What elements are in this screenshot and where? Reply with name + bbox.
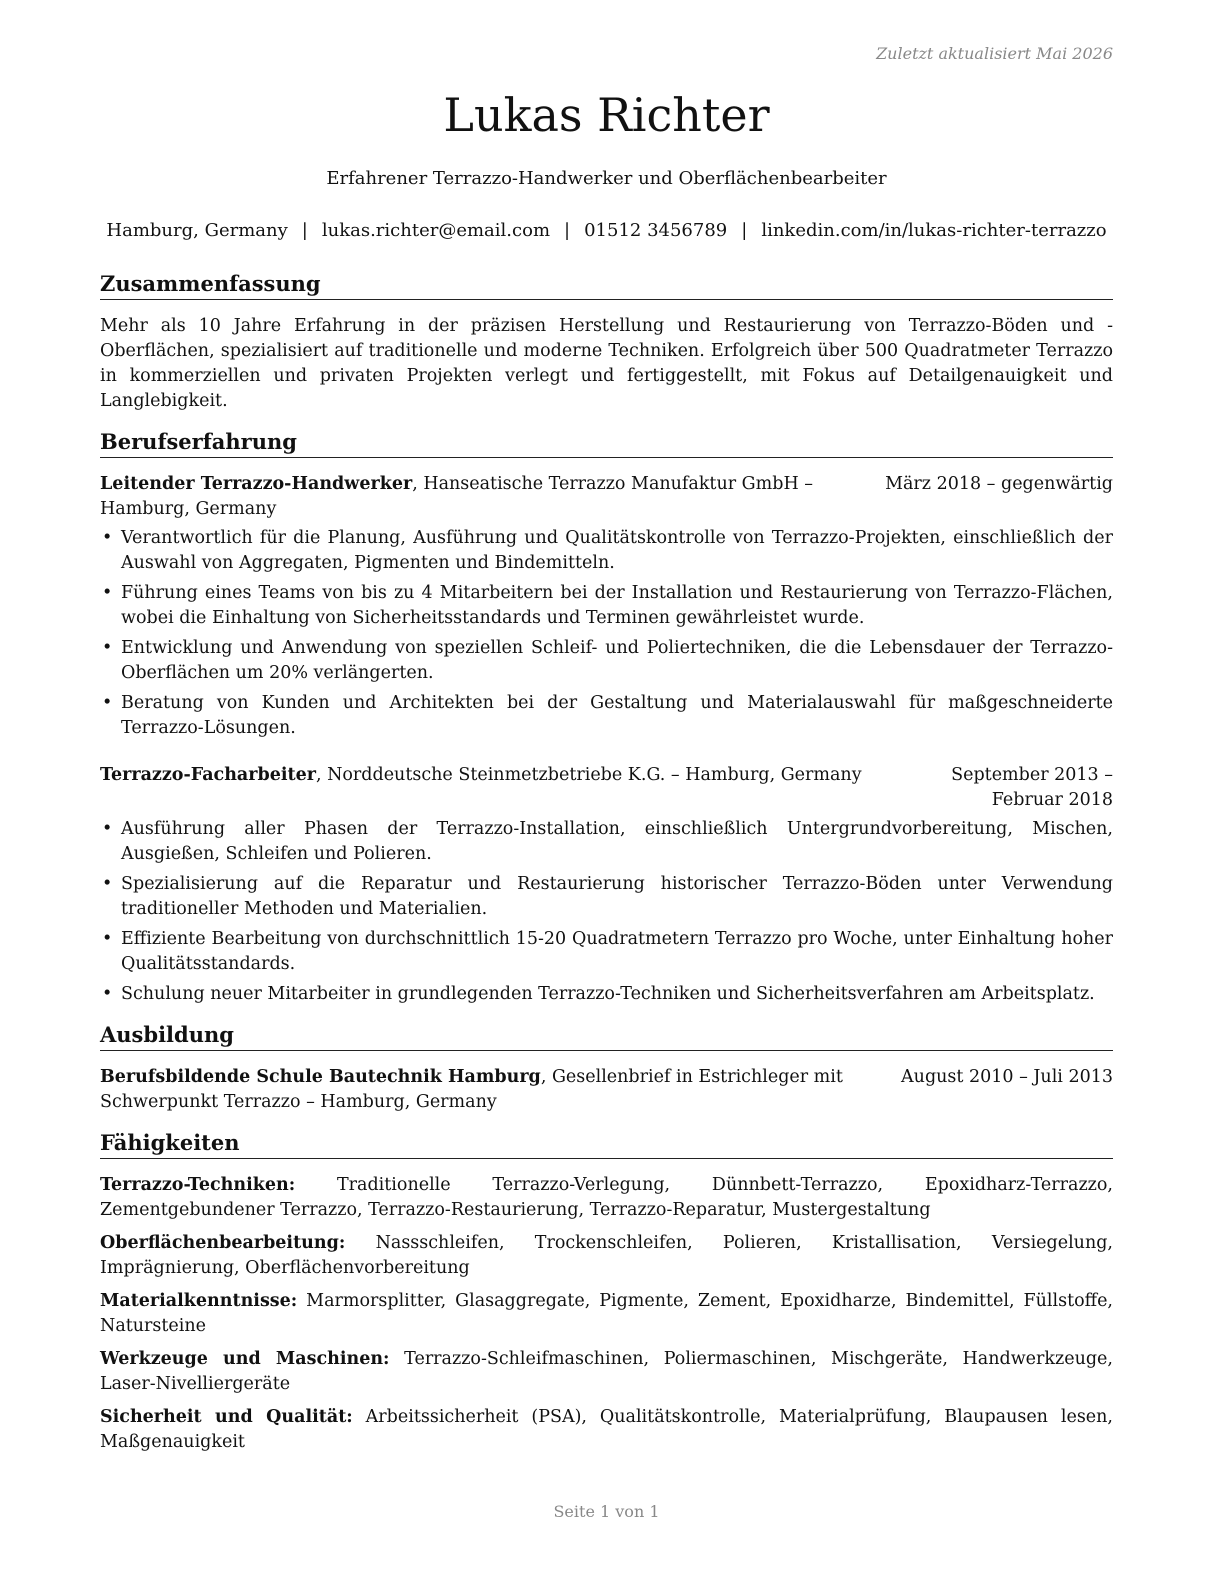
degree: , Gesellenbrief in Estrichleger mit Schwerpunkt Terrazzo – Hamburg, Germany (100, 1067, 843, 1112)
skills-section (100, 1129, 1113, 1455)
skill-text: Traditionelle Terrazzo-Verlegung, Dünnbett-Terrazzo, Epoxidharz-Terrazzo, Zementgebundener Terrazzo, Terrazzo-Restaurierung, Terrazzo-Reparatur, Mustergestaltung (100, 1175, 1113, 1220)
education-entry (100, 1065, 1113, 1115)
contact-line (100, 220, 1113, 241)
list-item: • Entwicklung und Anwendung von speziellen Schleif- und Poliertechniken, die die Lebensdauer der Terrazzo-Oberflächen um 20% verlängerten. (100, 636, 1113, 686)
experience-title-line (100, 472, 873, 522)
job-company: , Hanseatische Terrazzo Manufaktur GmbH – Hamburg, Germany (100, 474, 814, 519)
contact-separator: | (564, 220, 571, 241)
skill-row (100, 1405, 1113, 1455)
list-item: • Schulung neuer Mitarbeiter in grundlegenden Terrazzo-Techniken und Sicherheitsverfahren am Arbeitsplatz. (100, 982, 1113, 1007)
list-item: • Effiziente Bearbeitung von durchschnittlich 15-20 Quadratmetern Terrazzo pro Woche, unter Einhaltung hoher Qualitätsstandards. (100, 927, 1113, 977)
skill-row (100, 1173, 1113, 1223)
experience-entry (100, 763, 1113, 1007)
job-role: Leitender Terrazzo-Handwerker (100, 474, 413, 494)
experience-header (100, 763, 1113, 813)
experience-entry (100, 472, 1113, 741)
list-item: • Verantwortlich für die Planung, Ausführung und Qualitätskontrolle von Terrazzo-Projekten, einschließlich der Auswahl von Aggregaten, Pigmenten und Bindemitteln. (100, 526, 1113, 576)
list-item: • Führung eines Teams von bis zu 4 Mitarbeitern bei der Installation und Restaurierung von Terrazzo-Flächen, wobei die Einhaltung von Sicherheitsstandards und Terminen gewährleistet wurde. (100, 581, 1113, 631)
skill-label: Materialkenntnisse: (100, 1291, 298, 1311)
skill-row (100, 1231, 1113, 1281)
resume-content (100, 270, 1113, 1469)
list-item: • Beratung von Kunden und Architekten bei der Gestaltung und Materialauswahl für maßgeschneiderte Terrazzo-Lösungen. (100, 691, 1113, 741)
skill-text: Nassschleifen, Trockenschleifen, Polieren, Kristallisation, Versiegelung, Imprägnierung, Oberflächenvorbereitung (100, 1233, 1113, 1278)
job-company: , Norddeutsche Steinmetzbetriebe K.G. – Hamburg, Germany (315, 765, 862, 785)
list-item: • Spezialisierung auf die Reparatur und Restaurierung historischer Terrazzo-Böden unter Verwendung traditioneller Methoden und Materialien. (100, 872, 1113, 922)
page-footer: Seite 1 von 1 (553, 1502, 660, 1521)
contact-location: Hamburg, Germany (106, 220, 288, 241)
section-title-summary: Zusammenfassung (100, 270, 1113, 300)
skill-row (100, 1289, 1113, 1339)
skill-text: Arbeitssicherheit (PSA), Qualitätskontrolle, Materialprüfung, Blaupausen lesen, Maßgenauigkeit (100, 1407, 1113, 1452)
last-updated: Zuletzt aktualisiert Mai 2026 (876, 44, 1113, 63)
experience-header (100, 472, 1113, 522)
experience-section (100, 428, 1113, 1007)
skill-label: Terrazzo-Techniken: (100, 1175, 296, 1195)
summary-text: Mehr als 10 Jahre Erfahrung in der präzisen Herstellung und Restaurierung von Terrazzo-Böden und -Oberflächen, spezialisiert auf traditionelle und moderne Techniken. Erfolgreich über 500 Quadratmeter Terrazzo in kommerziellen und privaten Projekten verlegt und fertiggestellt, mit Fokus auf Detailgenauigkeit und Langlebigkeit. (100, 316, 1113, 411)
school-name: Berufsbildende Schule Bautechnik Hamburg (100, 1067, 541, 1087)
contact-separator: | (301, 220, 308, 241)
skill-row (100, 1347, 1113, 1397)
contact-phone[interactable]: 01512 3456789 (584, 220, 728, 241)
contact-email[interactable]: lukas.richter@email.com (321, 220, 551, 241)
skill-label: Oberflächenbearbeitung: (100, 1233, 346, 1253)
education-dates: August 2010 – Juli 2013 (901, 1067, 1113, 1087)
skill-label: Werkzeuge und Maschinen: (100, 1349, 390, 1369)
job-bullets (100, 526, 1113, 741)
education-section (100, 1021, 1113, 1115)
candidate-name: Lukas Richter (443, 88, 770, 142)
skill-label: Sicherheit und Qualität: (100, 1407, 353, 1427)
job-dates: September 2013 – Februar 2018 (951, 765, 1113, 810)
education-title-line (100, 1065, 889, 1115)
list-item: • Ausführung aller Phasen der Terrazzo-Installation, einschließlich Untergrundvorbereitung, Mischen, Ausgießen, Schleifen und Polieren. (100, 817, 1113, 867)
job-role: Terrazzo-Facharbeiter (100, 765, 316, 785)
education-header (100, 1065, 1113, 1115)
job-dates: März 2018 – gegenwärtig (885, 474, 1113, 494)
section-title-education: Ausbildung (100, 1021, 1113, 1051)
section-title-experience: Berufserfahrung (100, 428, 1113, 458)
summary-section (100, 270, 1113, 414)
headline: Erfahrener Terrazzo-Handwerker und Oberflächenbearbeiter (326, 168, 887, 189)
skill-text: Marmorsplitter, Glasaggregate, Pigmente, Zement, Epoxidharze, Bindemittel, Füllstoffe, Natursteine (100, 1291, 1113, 1336)
job-bullets (100, 817, 1113, 1007)
contact-separator: | (741, 220, 748, 241)
experience-title-line (100, 763, 865, 813)
contact-linkedin[interactable]: linkedin.com/in/lukas-richter-terrazzo (761, 220, 1107, 241)
skill-text: Terrazzo-Schleifmaschinen, Poliermaschinen, Mischgeräte, Handwerkzeuge, Laser-Nivelliergeräte (100, 1349, 1113, 1394)
section-title-skills: Fähigkeiten (100, 1129, 1113, 1159)
